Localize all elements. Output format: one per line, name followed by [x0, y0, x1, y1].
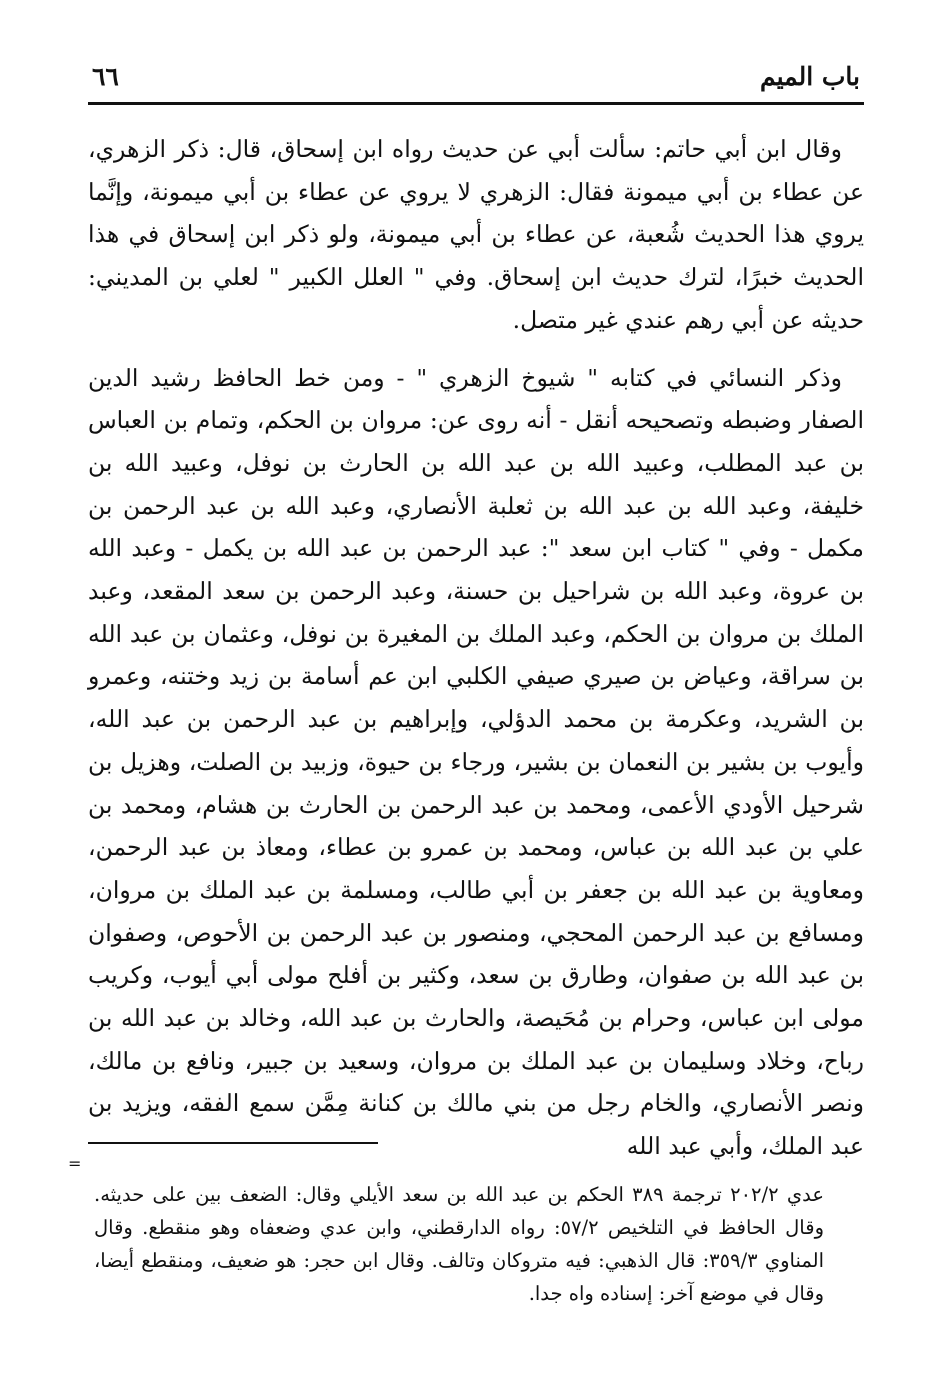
chapter-title: باب الميم	[759, 62, 860, 91]
footnote-separator	[88, 1142, 378, 1144]
paragraph: وذكر النسائي في كتابه " شيوخ الزهري " - ومن خط الحافظ رشيد الدين الصفار وضبطه وتصحيحه أنقل - أنه روى عن: مروان بن الحكم، وتمام بن العباس بن عبد المطلب، وعبيد الله بن عبد الله بن الحارث بن نوفل، وعبيد الله بن خليفة، وعبد الله بن عبد الله بن ثعلبة الأنصاري، وعبد الله بن عبد الرحمن بن مكمل - وفي " كتاب ابن سعد ": عبد الرحمن بن عبد الله بن يكمل - وعبد الله بن عروة، وعبد الله بن شراحيل بن حسنة، وعبد الرحمن بن سعد المقعد، وعبد الملك بن مروان بن الحكم، وعبد الملك بن المغيرة بن نوفل، وعثمان بن عبد الله بن سراقة، وعياض بن صيري صيفي الكلبي ابن عم أسامة بن زيد وختنه، وعمرو بن الشريد، وعكرمة بن محمد الدؤلي، وإبراهيم بن عبد الرحمن بن عبد الله، وأيوب بن بشير بن النعمان بن بشير، ورجاء بن حيوة، وزبيد بن الصلت، وهزيل بن شرحيل الأودي الأعمى، ومحمد بن عبد الرحمن بن الحارث بن هشام، ومحمد بن علي بن عبد الله بن عباس، ومحمد بن عمرو بن عطاء، ومعاذ بن عبد الرحمن، ومعاوية بن عبد الله بن جعفر بن أبي طالب، ومسلمة بن عبد الملك بن مروان، ومسافع بن عبد الرحمن المحجي، ومنصور بن عبد الرحمن بن الأحوص، وصفوان بن عبد الله بن صفوان، وطارق بن سعد، وكثير بن أفلح مولى أبي أيوب، وكريب مولى ابن عباس، وحرام بن مُحَيصة، والحارث بن عبد الله، وخالد بن عبد الله بن رباح، وخلاد وسليمان بن عبد الملك بن مروان، وسعيد بن جبير، ونافع بن مالك، ونصر الأنصاري، والخام رجل من بني مالك بن كنانة مِمَّن سمع الفقه، ويزيد بن عبد الملك، وأبي عبد الله	[88, 363, 864, 1161]
body-text	[88, 128, 864, 1168]
page-number: ٦٦	[92, 62, 119, 91]
footnote-text: عدي ٢٠٢/٢ ترجمة ٣٨٩ الحكم بن عبد الله بن سعد الأيلي وقال: الضعف بين على حديثه. وقال الحافظ في التلخيص ٥٧/٢: رواه الدارقطني، وابن عدي وضعفاه وهو منقطع. وقال المناوي ٣٥٩/٣: قال الذهبي: فيه متروكان وتالف. وقال ابن حجر: هو ضعيف، ومنقطع أيضا، وقال في موضع آخر: إسناده واه جدا.	[94, 1183, 824, 1305]
book-page	[68, 52, 864, 1352]
paragraph: وقال ابن أبي حاتم: سألت أبي عن حديث رواه ابن إسحاق، قال: ذكر الزهري، عن عطاء بن أبي ميمونة فقال: الزهري لا يروي عن عطاء بن أبي ميمونة، وإنَّما يروي هذا الحديث شُعبة، عن عطاء بن أبي ميمونة، ولو ذكر ابن إسحاق في هذا الحديث خبرًا، لترك حديث ابن إسحاق. وفي " العلل الكبير " لعلي بن المديني: حديثه عن أبي رهم عندي غير متصل.	[88, 135, 864, 334]
page-header	[88, 52, 864, 105]
footnote-continuation-mark: =	[68, 1154, 82, 1173]
